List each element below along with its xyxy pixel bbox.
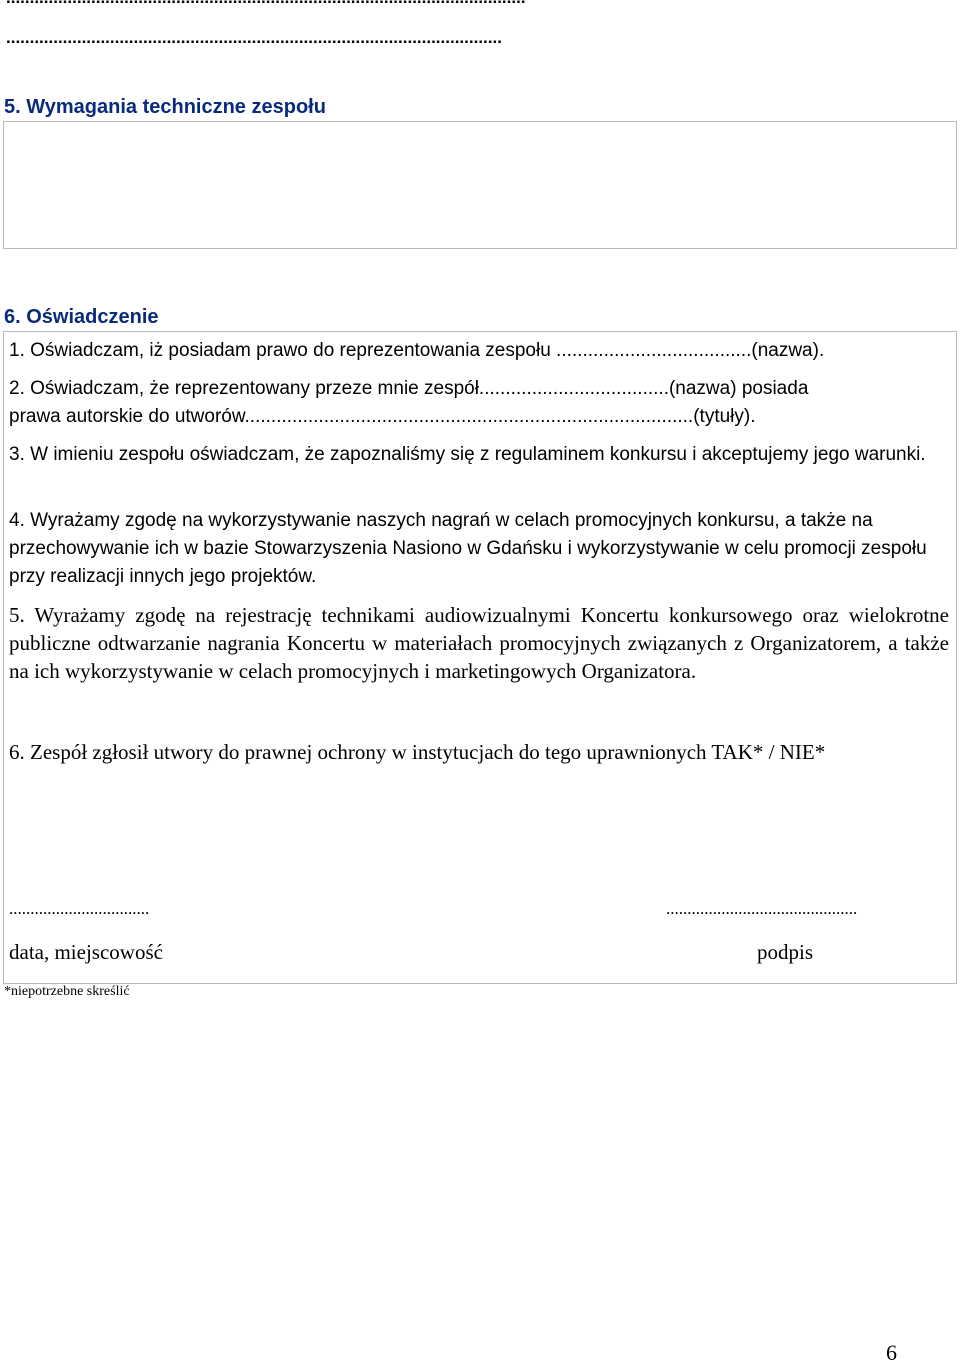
top-dotted-line-2: ......................................................................................................... (6, 28, 502, 47)
technical-requirements-box[interactable] (3, 121, 957, 249)
date-dotted-line: ................................. (9, 899, 150, 918)
section-6-heading: 6. Oświadczenie (4, 306, 159, 328)
signature-dotted-line: ............................................. (666, 899, 858, 918)
declaration-item-3: 3. W imieniu zespołu oświadczam, że zapoznaliśmy się z regulaminem konkursu i akceptujemy jego warunki. (9, 444, 926, 465)
date-place-label: data, miejscowość (9, 940, 163, 964)
section-5-heading: 5. Wymagania techniczne zespołu (4, 96, 326, 118)
declaration-item-1: 1. Oświadczam, iż posiadam prawo do reprezentowania zespołu .....................................(nazwa). (9, 340, 825, 361)
footnote: *niepotrzebne skreślić (4, 984, 130, 999)
declaration-item-5: 5. Wyrażamy zgodę na rejestrację technikami audiowizualnymi Koncertu konkursowego oraz wielokrotne publiczne odtwarzanie nagrania Koncertu w materiałach promocyjnych związanych z Organizatorem, a także na ich wykorzystywanie w celach promocyjnych i marketingowych Organizatora. (9, 603, 949, 683)
top-dotted-line-1 (6, 0, 526, 8)
declaration-item-2-line-1: 2. Oświadczam, że reprezentowany przeze mnie zespół....................................(nazwa) posiada (9, 378, 809, 399)
declaration-item-2-line-2: prawa autorskie do utworów.....................................................................................(tytuły). (9, 406, 756, 427)
signature-label: podpis (757, 940, 814, 964)
declaration-item-4: 4. Wyrażamy zgodę na wykorzystywanie naszych nagrań w celach promocyjnych konkursu, a także na przechowywanie ich w bazie Stowarzyszenia Nasiono w Gdańsku i wykorzystywanie w celu promocji zespołu przy realizacji innych jego projektów. (9, 510, 927, 587)
page-number: 6 (886, 1340, 897, 1365)
declaration-item-6: 6. Zespół zgłosił utwory do prawnej ochrony w instytucjach do tego uprawnionych TAK* / NIE* (9, 740, 826, 764)
